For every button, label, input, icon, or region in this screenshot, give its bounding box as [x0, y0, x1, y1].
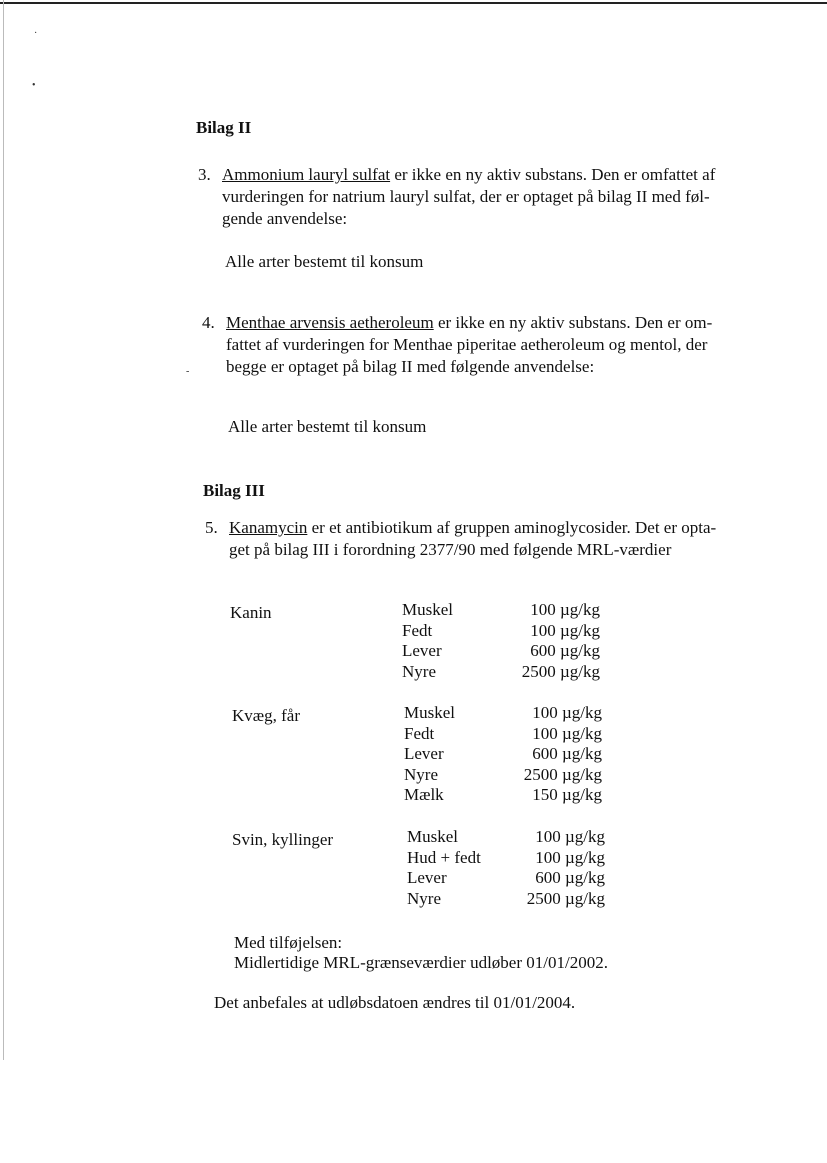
tissue-list — [407, 827, 481, 909]
bilag-iii-heading: Bilag III — [203, 481, 265, 500]
mrl-value: 100 µg/kg — [532, 703, 602, 722]
animal-species: Kvæg, får — [232, 706, 300, 725]
animal-species: Svin, kyllinger — [232, 830, 334, 849]
item-text: fattet af vurderingen for Menthae piperitae aetheroleum og mentol, der — [226, 335, 708, 354]
mrl-value: 100 µg/kg — [535, 847, 605, 867]
substance-name: Ammonium lauryl sulfat — [222, 165, 391, 184]
mrl-value: 150 µg/kg — [532, 785, 602, 804]
mrl-values — [500, 600, 600, 682]
mrl-values — [502, 703, 602, 806]
mrl-value: 600 µg/kg — [530, 641, 600, 660]
tissue: Nyre — [407, 888, 441, 908]
item-text: er et antibiotikum af gruppen aminoglycosider. Det er opta- — [307, 518, 717, 537]
item-number: 3. — [198, 165, 211, 184]
tissue: Muskel — [404, 703, 455, 722]
tissue-list — [404, 703, 455, 806]
item-3 — [198, 164, 782, 230]
mrl-value: 600 µg/kg — [535, 868, 605, 887]
tissue: Fedt — [402, 620, 433, 640]
tissue: Lever — [404, 744, 444, 763]
tissue: Nyre — [402, 661, 436, 681]
usage-text: Alle arter bestemt til konsum — [228, 417, 427, 436]
bilag-ii-heading: Bilag II — [196, 118, 252, 137]
scan-speck: • — [32, 80, 36, 91]
page-edge — [3, 0, 4, 1060]
item-text: begge er optaget på bilag II med følgende anvendelse: — [226, 357, 595, 376]
recommendation-text: Det anbefales at udløbsdatoen ændres til 01/01/2004. — [214, 993, 576, 1012]
item-4 — [202, 312, 786, 378]
animal-species: Kanin — [230, 603, 272, 622]
mrl-value: 100 µg/kg — [535, 827, 605, 846]
mrl-value: 100 µg/kg — [530, 620, 600, 640]
item-5 — [205, 517, 789, 561]
mrl-values — [505, 827, 605, 909]
substance-name: Kanamycin — [229, 518, 308, 537]
item-text: gende anvendelse: — [222, 209, 348, 228]
mrl-value: 600 µg/kg — [532, 744, 602, 763]
mrl-value: 2500 µg/kg — [526, 888, 605, 908]
mrl-value: 100 µg/kg — [532, 723, 602, 743]
item-number: 5. — [205, 518, 218, 537]
note-label: Med tilføjelsen: — [234, 933, 343, 952]
tissue: Fedt — [404, 723, 435, 743]
mrl-value: 2500 µg/kg — [521, 661, 600, 681]
tissue-list — [402, 600, 453, 682]
item-text: vurderingen for natrium lauryl sulfat, der er optaget på bilag II med føl- — [222, 187, 710, 206]
mrl-value: 100 µg/kg — [530, 600, 600, 619]
item-text: er ikke en ny aktiv substans. Den er om- — [433, 313, 713, 332]
item-text: er ikke en ny aktiv substans. Den er omfattet af — [390, 165, 716, 184]
mrl-value: 2500 µg/kg — [523, 764, 602, 784]
top-rule — [0, 2, 827, 4]
tissue: Hud + fedt — [407, 847, 481, 867]
tissue: Lever — [402, 641, 442, 660]
item-text: get på bilag III i forordning 2377/90 med følgende MRL-værdier — [229, 540, 672, 559]
tissue: Mælk — [404, 785, 444, 804]
usage-text: Alle arter bestemt til konsum — [225, 252, 424, 271]
note-text: Midlertidige MRL-grænseværdier udløber 01/01/2002. — [234, 953, 608, 972]
tissue: Nyre — [404, 764, 438, 784]
scan-speck: · — [34, 28, 38, 39]
substance-name: Menthae arvensis aetheroleum — [226, 313, 434, 332]
scan-speck: - — [186, 366, 190, 377]
tissue: Muskel — [402, 600, 453, 619]
item-number: 4. — [202, 313, 215, 332]
tissue: Lever — [407, 868, 447, 887]
tissue: Muskel — [407, 827, 458, 846]
